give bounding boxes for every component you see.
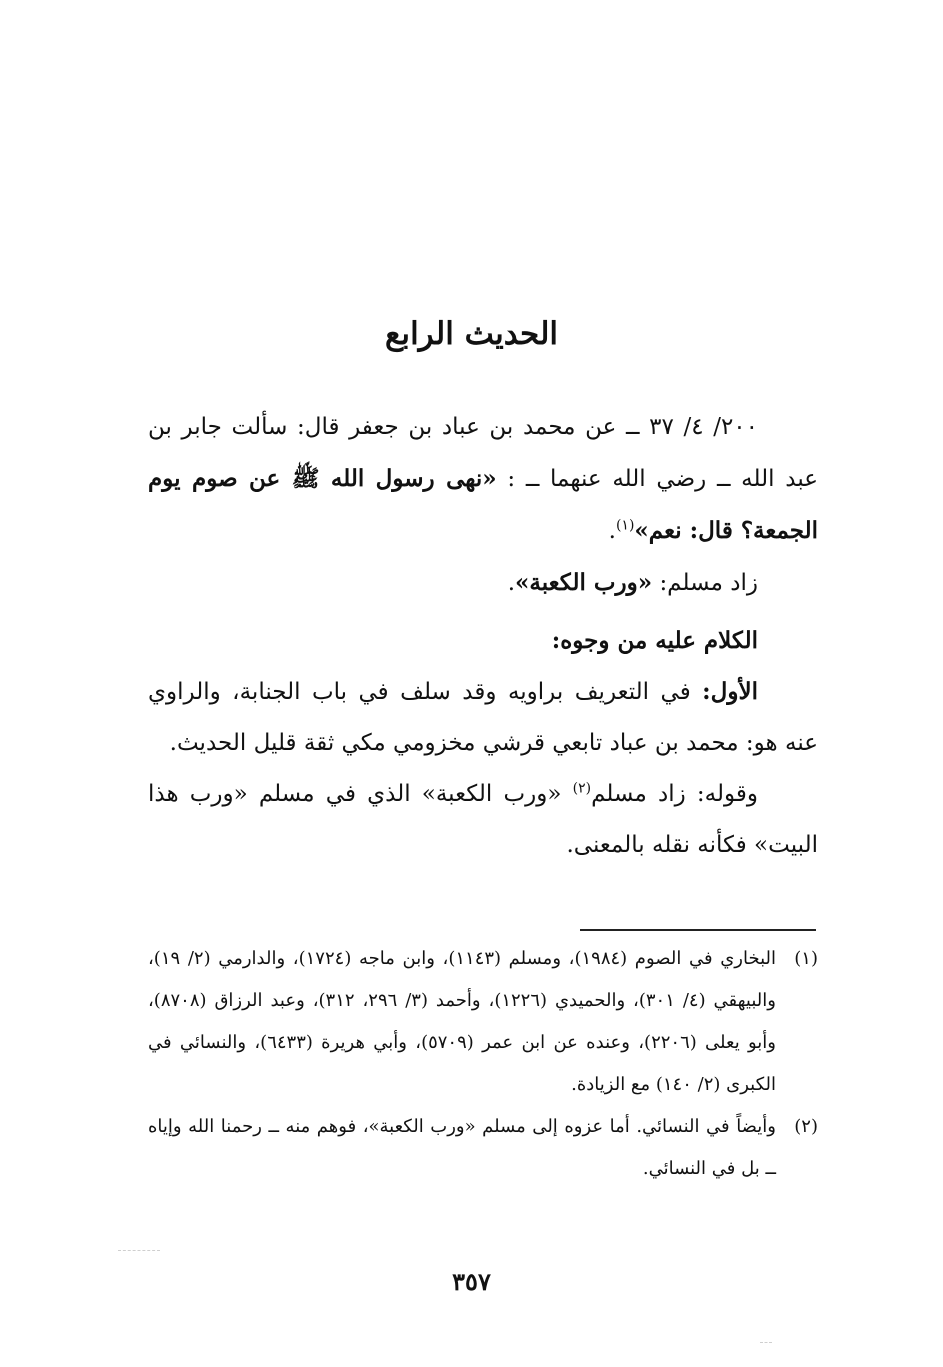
- first-point-paragraph: [148, 666, 818, 769]
- first-point-label: الأول:: [702, 678, 758, 705]
- footnote-divider: [580, 929, 816, 931]
- remark-paragraph: [148, 769, 818, 871]
- remark-text: «ورب الكعبة» الذي في مسلم «ورب هذا البيت» فكأنه نقله بالمعنى.: [148, 781, 818, 858]
- hadith-intro: ٢٠٠/ ٤/ ٣٧ ــ عن محمد بن عباد بن جعفر قال: سألت جابر بن عبد الله ــ رضي الله عنهما ــ :: [148, 414, 818, 492]
- discussion-intro: الكلام عليه من وجوه:: [551, 627, 758, 654]
- first-point-text: في التعريف براويه وقد سلف في باب الجنابة، والراوي عنه هو: محمد بن عباد تابعي قرشي مخزومي مكي ثقة قليل الحديث.: [148, 679, 818, 756]
- footnote-ref-2[interactable]: (٢): [572, 780, 592, 797]
- page-number: ٣٥٧: [452, 1267, 491, 1296]
- main-text: [148, 402, 818, 871]
- remark-prefix: وقوله: زاد مسلم: [591, 781, 758, 807]
- addition-quote: «ورب الكعبة»: [515, 569, 653, 596]
- scan-speck: [760, 1342, 772, 1343]
- footnote-ref-1[interactable]: (١): [615, 517, 635, 534]
- footnote-text: وأيضاً في النسائي. أما عزوه إلى مسلم «ورب الكعبة»، فوهم منه ــ رحمنا الله وإياه ــ بل في النسائي.: [148, 1116, 776, 1179]
- footnote-text: البخاري في الصوم (١٩٨٤)، ومسلم (١١٤٣)، وابن ماجه (١٧٢٤)، والدارمي (٢/ ١٩)، والبيهقي (٤/ ٣٠١)، والحميدي (١٢٢٦)، وأحمد (٣/ ٢٩٦، ٣١٢)، وعبد الرزاق (٨٧٠٨)، وأبو يعلى (٢٢٠٦)، وعنده عن ابن عمر (٥٧٠٩)، وأبي هريرة (٦٤٣٣)، والنسائي في الكبرى (٢/ ١٤٠) مع الزيادة.: [148, 948, 777, 1095]
- footnotes-section: [148, 938, 818, 1190]
- page-title: الحديث الرابع: [384, 316, 559, 352]
- footnote-2: [148, 1106, 818, 1190]
- hadith-quote: «نهى رسول الله ﷺ عن صوم يوم الجمعة؟ قال: نعم»: [148, 465, 818, 544]
- footnote-number: (٢): [794, 1116, 818, 1137]
- footnote-number: (١): [794, 948, 818, 969]
- scan-speck: [118, 1250, 160, 1251]
- addition-paragraph: [148, 557, 818, 609]
- hadith-end: .: [608, 518, 616, 544]
- addition-end: .: [507, 570, 516, 596]
- addition-prefix: زاد مسلم:: [659, 570, 758, 596]
- hadith-paragraph: [148, 402, 818, 557]
- footnote-1: [148, 938, 818, 1106]
